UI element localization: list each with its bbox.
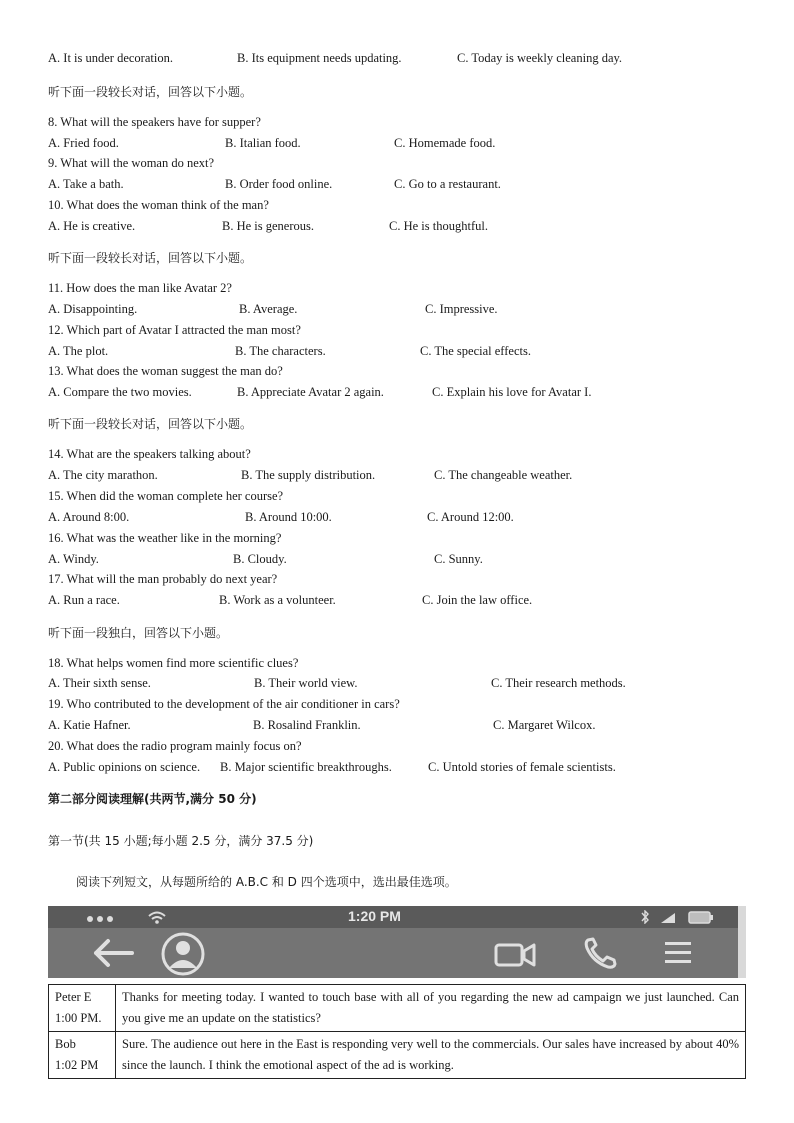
q11-option-c: C. Impressive. [425, 302, 498, 316]
q9-option-a: A. Take a bath. [48, 177, 124, 191]
message-cell: Thanks for meeting today. I wanted to touch base with all of you regarding the new ad campaign we just launched. Can you give me an update on the statistics? [116, 985, 746, 1032]
question-9: 9. What will the woman do next? [48, 156, 215, 170]
sender-name: Peter E [55, 990, 92, 1004]
signal-icon [660, 912, 676, 924]
q14-option-c: C. The changeable weather. [434, 468, 573, 482]
q11-option-a: A. Disappointing. [48, 302, 138, 316]
option-b: B. Its equipment needs updating. [237, 51, 402, 65]
sender-time: 1:00 PM. [55, 1011, 102, 1025]
sender-cell [49, 985, 116, 1032]
q14-option-a: A. The city marathon. [48, 468, 158, 482]
question-13: 13. What does the woman suggest the man do? [48, 364, 283, 378]
message-cell: Sure. The audience out here in the East is responding very well to the commercials. Our sales have increased by about 40% since the launch. I think the emotional aspect of the ad is working. [116, 1032, 746, 1079]
video-call-icon[interactable] [494, 942, 536, 968]
question-15: 15. When did the woman complete her course? [48, 489, 284, 503]
q18-option-a: A. Their sixth sense. [48, 676, 151, 690]
bluetooth-icon [640, 910, 650, 924]
option-c: C. Today is weekly cleaning day. [457, 51, 623, 65]
question-12: 12. Which part of Avatar I attracted the man most? [48, 323, 301, 337]
q12-option-b: B. The characters. [235, 344, 326, 358]
table-row [49, 985, 746, 1032]
q17-option-c: C. Join the law office. [422, 593, 533, 607]
q15-option-a: A. Around 8:00. [48, 510, 130, 524]
section-header: 听下面一段较长对话，回答以下小题。 [48, 417, 253, 431]
status-dots-icon [86, 914, 116, 924]
phone-icon[interactable] [582, 936, 618, 970]
phone-chat-header [48, 906, 746, 978]
sender-cell [49, 1032, 116, 1079]
q18-option-c: C. Their research methods. [491, 676, 626, 690]
question-18: 18. What helps women find more scientific clues? [48, 656, 299, 670]
q9-option-b: B. Order food online. [225, 177, 333, 191]
menu-icon[interactable] [664, 940, 692, 966]
q12-option-c: C. The special effects. [420, 344, 531, 358]
option-a: A. It is under decoration. [48, 51, 173, 65]
table-row [49, 1032, 746, 1079]
question-19: 19. Who contributed to the development of the air conditioner in cars? [48, 697, 400, 711]
part2-instruction: 阅读下列短文，从每题所给的 A.B.C 和 D 四个选项中，选出最佳选项。 [76, 875, 457, 889]
question-14: 14. What are the speakers talking about? [48, 447, 251, 461]
q10-option-a: A. He is creative. [48, 219, 136, 233]
battery-icon [688, 911, 714, 924]
q15-option-c: C. Around 12:00. [427, 510, 514, 524]
q20-option-c: C. Untold stories of female scientists. [428, 760, 616, 774]
section-header: 听下面一段较长对话，回答以下小题。 [48, 85, 253, 99]
q11-option-b: B. Average. [239, 302, 298, 316]
q13-option-c: C. Explain his love for Avatar I. [432, 385, 592, 399]
q16-option-b: B. Cloudy. [233, 552, 287, 566]
image-edge [738, 906, 746, 978]
question-10: 10. What does the woman think of the man? [48, 198, 269, 212]
q8-option-a: A. Fried food. [48, 136, 119, 150]
question-20: 20. What does the radio program mainly focus on? [48, 739, 302, 753]
q19-option-a: A. Katie Hafner. [48, 718, 131, 732]
question-16: 16. What was the weather like in the morning? [48, 531, 282, 545]
back-arrow-icon[interactable] [92, 936, 134, 970]
q20-option-a: A. Public opinions on science. [48, 760, 201, 774]
sender-time: 1:02 PM [55, 1058, 99, 1072]
chat-toolbar [48, 928, 746, 978]
q16-option-a: A. Windy. [48, 552, 99, 566]
section-header: 听下面一段较长对话，回答以下小题。 [48, 251, 253, 265]
q10-option-b: B. He is generous. [222, 219, 314, 233]
q10-option-c: C. He is thoughtful. [389, 219, 488, 233]
q20-option-b: B. Major scientific breakthroughs. [220, 760, 392, 774]
q13-option-a: A. Compare the two movies. [48, 385, 192, 399]
q17-option-a: A. Run a race. [48, 593, 120, 607]
q16-option-c: C. Sunny. [434, 552, 483, 566]
q19-option-b: B. Rosalind Franklin. [253, 718, 361, 732]
q9-option-c: C. Go to a restaurant. [394, 177, 501, 191]
question-8: 8. What will the speakers have for supper? [48, 115, 261, 129]
part2-section1: 第一节(共 15 小题;每小题 2.5 分，满分 37.5 分) [48, 834, 314, 848]
avatar-icon[interactable] [160, 932, 206, 976]
question-11: 11. How does the man like Avatar 2? [48, 281, 232, 295]
q15-option-b: B. Around 10:00. [245, 510, 332, 524]
sender-name: Bob [55, 1037, 76, 1051]
part2-title: 第二部分阅读理解(共两节,满分 50 分) [48, 792, 257, 806]
q12-option-a: A. The plot. [48, 344, 109, 358]
question-17: 17. What will the man probably do next year? [48, 572, 278, 586]
q8-option-c: C. Homemade food. [394, 136, 496, 150]
chat-table [48, 984, 746, 1079]
section-header-monologue: 听下面一段独白，回答以下小题。 [48, 626, 229, 640]
status-time: 1:20 PM [348, 908, 401, 924]
q19-option-c: C. Margaret Wilcox. [493, 718, 596, 732]
q8-option-b: B. Italian food. [225, 136, 301, 150]
q18-option-b: B. Their world view. [254, 676, 358, 690]
q17-option-b: B. Work as a volunteer. [219, 593, 336, 607]
q14-option-b: B. The supply distribution. [241, 468, 376, 482]
wifi-icon [148, 911, 166, 925]
q13-option-b: B. Appreciate Avatar 2 again. [237, 385, 384, 399]
